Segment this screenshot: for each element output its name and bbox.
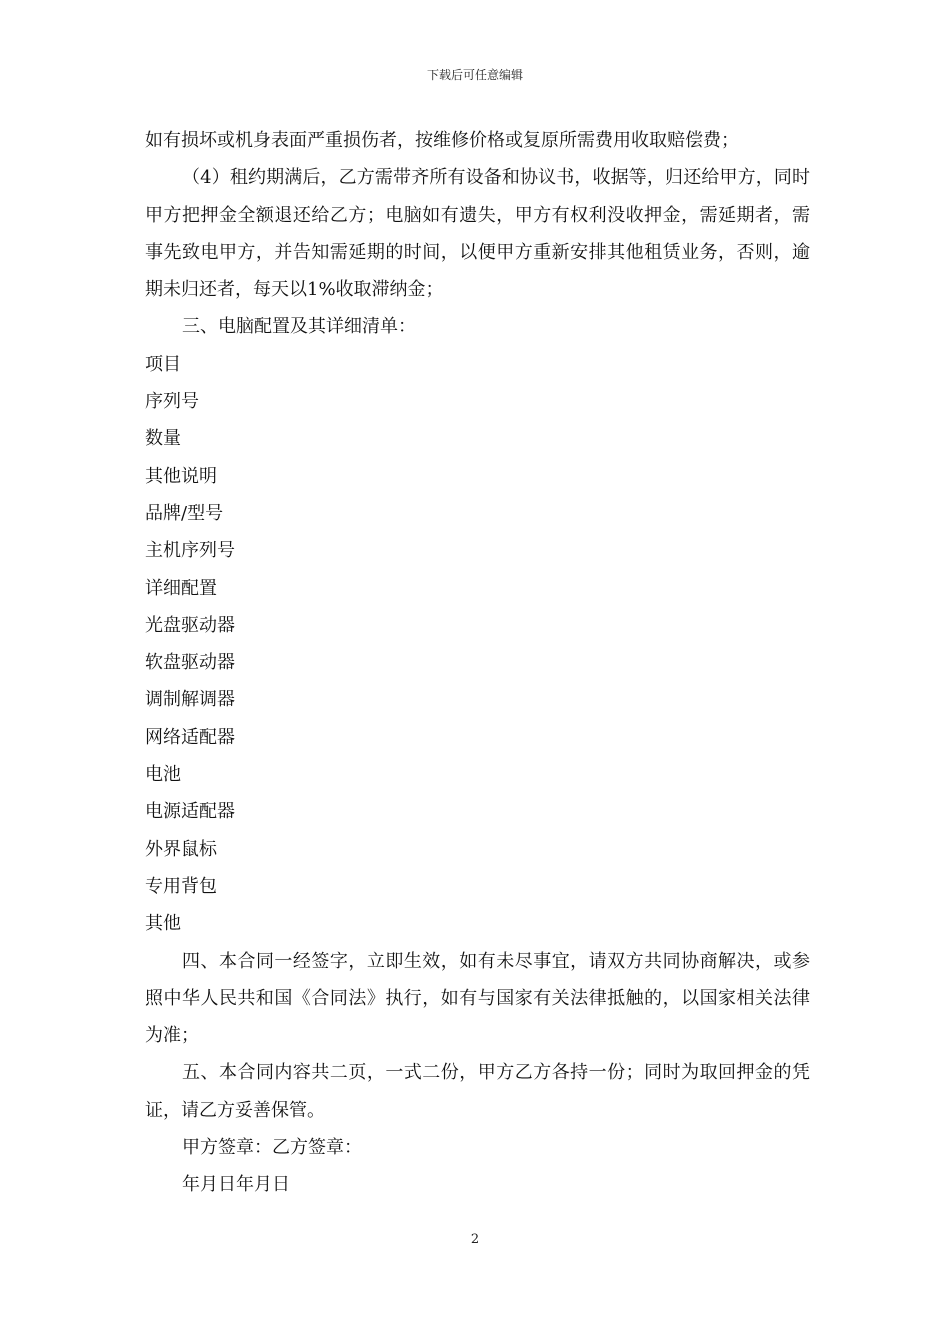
config-item: 外界鼠标 bbox=[145, 838, 217, 860]
config-item: 详细配置 bbox=[145, 577, 217, 599]
signature-line: 甲方签章：乙方签章： bbox=[182, 1137, 362, 1159]
config-item: 软盘驱动器 bbox=[145, 652, 235, 674]
config-item: 序列号 bbox=[145, 391, 199, 413]
section-3-title: 三、电脑配置及其详细清单： bbox=[182, 316, 416, 338]
config-item: 其他 bbox=[145, 913, 181, 935]
config-item: 专用背包 bbox=[145, 875, 217, 897]
config-item: 其他说明 bbox=[145, 465, 217, 487]
paragraph-lease-expiry: （4）租约期满后，乙方需带齐所有设备和协议书，收据等，归还给甲方，同时甲方把押金全额退还给乙方；电脑如有遗失，甲方有权利没收押金，需延期者，需事先致电甲方，并告知需延期的时间，以便甲方重新安排其他租赁业务，否则，逾期未归还者，每天以1%收取滞纳金； bbox=[145, 167, 810, 301]
config-item: 电源适配器 bbox=[145, 801, 235, 823]
config-item: 网络适配器 bbox=[145, 726, 235, 748]
config-item: 数量 bbox=[145, 428, 181, 450]
page-number: 2 bbox=[470, 1232, 480, 1247]
date-line: 年月日年月日 bbox=[182, 1174, 290, 1196]
config-item: 主机序列号 bbox=[145, 540, 235, 562]
page-header: 下载后可任意编辑 bbox=[426, 68, 523, 82]
section-4-paragraph: 四、本合同一经签字，立即生效，如有未尽事宜，请双方共同协商解决，或参照中华人民共和国《合同法》执行，如有与国家有关法律抵触的，以国家相关法律为准； bbox=[145, 950, 810, 1047]
section-5-paragraph: 五、本合同内容共二页，一式二份，甲方乙方各持一份；同时为取回押金的凭证，请乙方妥善保管。 bbox=[145, 1062, 810, 1121]
config-item: 电池 bbox=[145, 764, 181, 786]
config-item: 项目 bbox=[145, 353, 181, 375]
config-item: 调制解调器 bbox=[145, 689, 235, 711]
config-item: 光盘驱动器 bbox=[145, 614, 235, 636]
config-item: 品牌/型号 bbox=[145, 502, 224, 524]
paragraph-damage-compensation: 如有损坏或机身表面严重损伤者，按维修价格或复原所需费用收取赔偿费； bbox=[145, 130, 739, 151]
document-body bbox=[145, 122, 810, 1204]
